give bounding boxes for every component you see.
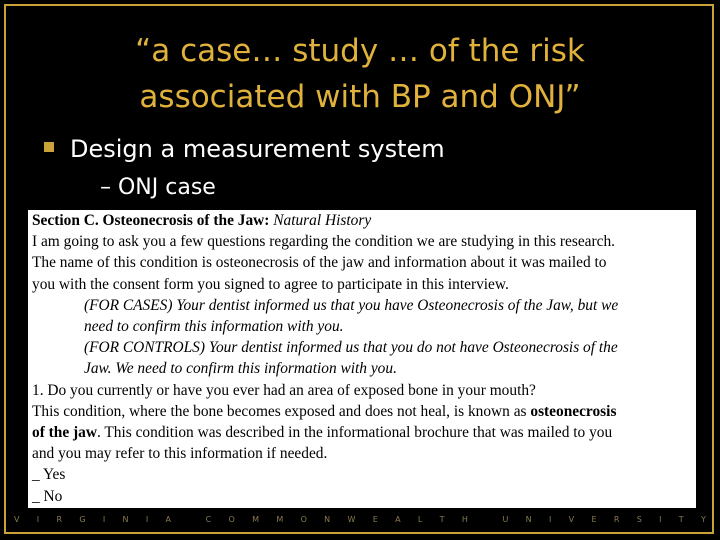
explain-line-1: [32, 401, 692, 422]
footer-letter: R: [56, 514, 63, 524]
footer-letter: M: [252, 514, 260, 524]
footer-letter: O: [300, 514, 307, 524]
footer-letter: U: [502, 514, 509, 524]
footer-letter: T: [678, 514, 684, 524]
footer-letter: I: [145, 514, 149, 524]
footer-letter: V: [14, 514, 20, 524]
section-heading: [32, 210, 692, 231]
footer-letter: O: [228, 514, 235, 524]
footer-letter: I: [36, 514, 40, 524]
footer-letter: R: [613, 514, 620, 524]
footer-letter: W: [347, 514, 356, 524]
footer-letter: C: [205, 514, 212, 524]
explain-2-bold: of the jaw: [32, 424, 97, 442]
footer-letter: E: [591, 514, 597, 524]
option-yes: _ Yes: [32, 466, 66, 484]
footer-letter: L: [417, 514, 423, 524]
footer-letter: E: [372, 514, 378, 524]
controls-line-2: Jaw. We need to confirm this information with you.: [84, 360, 397, 378]
footer-letter: V: [568, 514, 575, 524]
controls-line-1: (FOR CONTROLS) Your dentist informed us that you do not have Osteonecrosis of the: [84, 339, 618, 357]
explain-1-text: This condition, where the bone becomes exposed and does not heal, is known as: [32, 402, 531, 420]
footer-letter: A: [165, 514, 171, 524]
footer-letter: N: [324, 514, 331, 524]
footer-letter: N: [122, 514, 129, 524]
explain-line-3: and you may refer to this information if needed.: [32, 445, 328, 463]
footer-letter: I: [548, 514, 552, 524]
title-line-2: associated with BP and ONJ”: [139, 79, 581, 115]
footer-letter: I: [102, 514, 106, 524]
explain-2-text: . This condition was described in the informational brochure that was mailed to you: [96, 424, 613, 442]
explain-line-2: [32, 422, 692, 443]
section-heading-italic: Natural History: [269, 212, 372, 229]
title-line-1: “a case… study … of the risk: [135, 33, 585, 69]
footer-letter: G: [79, 514, 86, 524]
footer-letter: A: [395, 514, 401, 524]
option-no: _ No: [32, 487, 63, 505]
cases-line-2: need to confirm this information with you.: [84, 318, 344, 336]
footer-university-name: [14, 510, 706, 528]
footer-letter: M: [276, 514, 284, 524]
square-bullet-icon: [44, 142, 54, 152]
footer-letter: Y: [700, 514, 706, 524]
footer-letter: I: [659, 514, 662, 524]
question-1: 1. Do you currently or have you ever had an area of exposed bone in your mouth?: [32, 381, 536, 399]
footer-letter: N: [525, 514, 532, 524]
main-bullet: [44, 133, 445, 165]
footer-letter: T: [439, 514, 445, 524]
section-heading-bold: Section C. Osteonecrosis of the Jaw:: [32, 212, 270, 229]
intro-line-2: The name of this condition is osteonecrosis of the jaw and information about it was mailed to: [32, 254, 607, 272]
main-bullet-text: Design a measurement system: [70, 135, 445, 163]
explain-1-bold: osteonecrosis: [530, 402, 617, 420]
cases-line-1: (FOR CASES) Your dentist informed us that you have Osteonecrosis of the Jaw, but we: [84, 296, 619, 314]
intro-line-1: I am going to ask you a few questions regarding the condition we are studying in this research.: [32, 233, 615, 251]
questionnaire-excerpt: [28, 210, 696, 508]
slide-title: [0, 28, 720, 120]
footer-letter: H: [461, 514, 468, 524]
footer-letter: S: [636, 514, 642, 524]
sub-bullet: – ONJ case: [100, 175, 216, 200]
intro-line-3: you with the consent form you signed to agree to participate in this interview.: [32, 275, 509, 293]
